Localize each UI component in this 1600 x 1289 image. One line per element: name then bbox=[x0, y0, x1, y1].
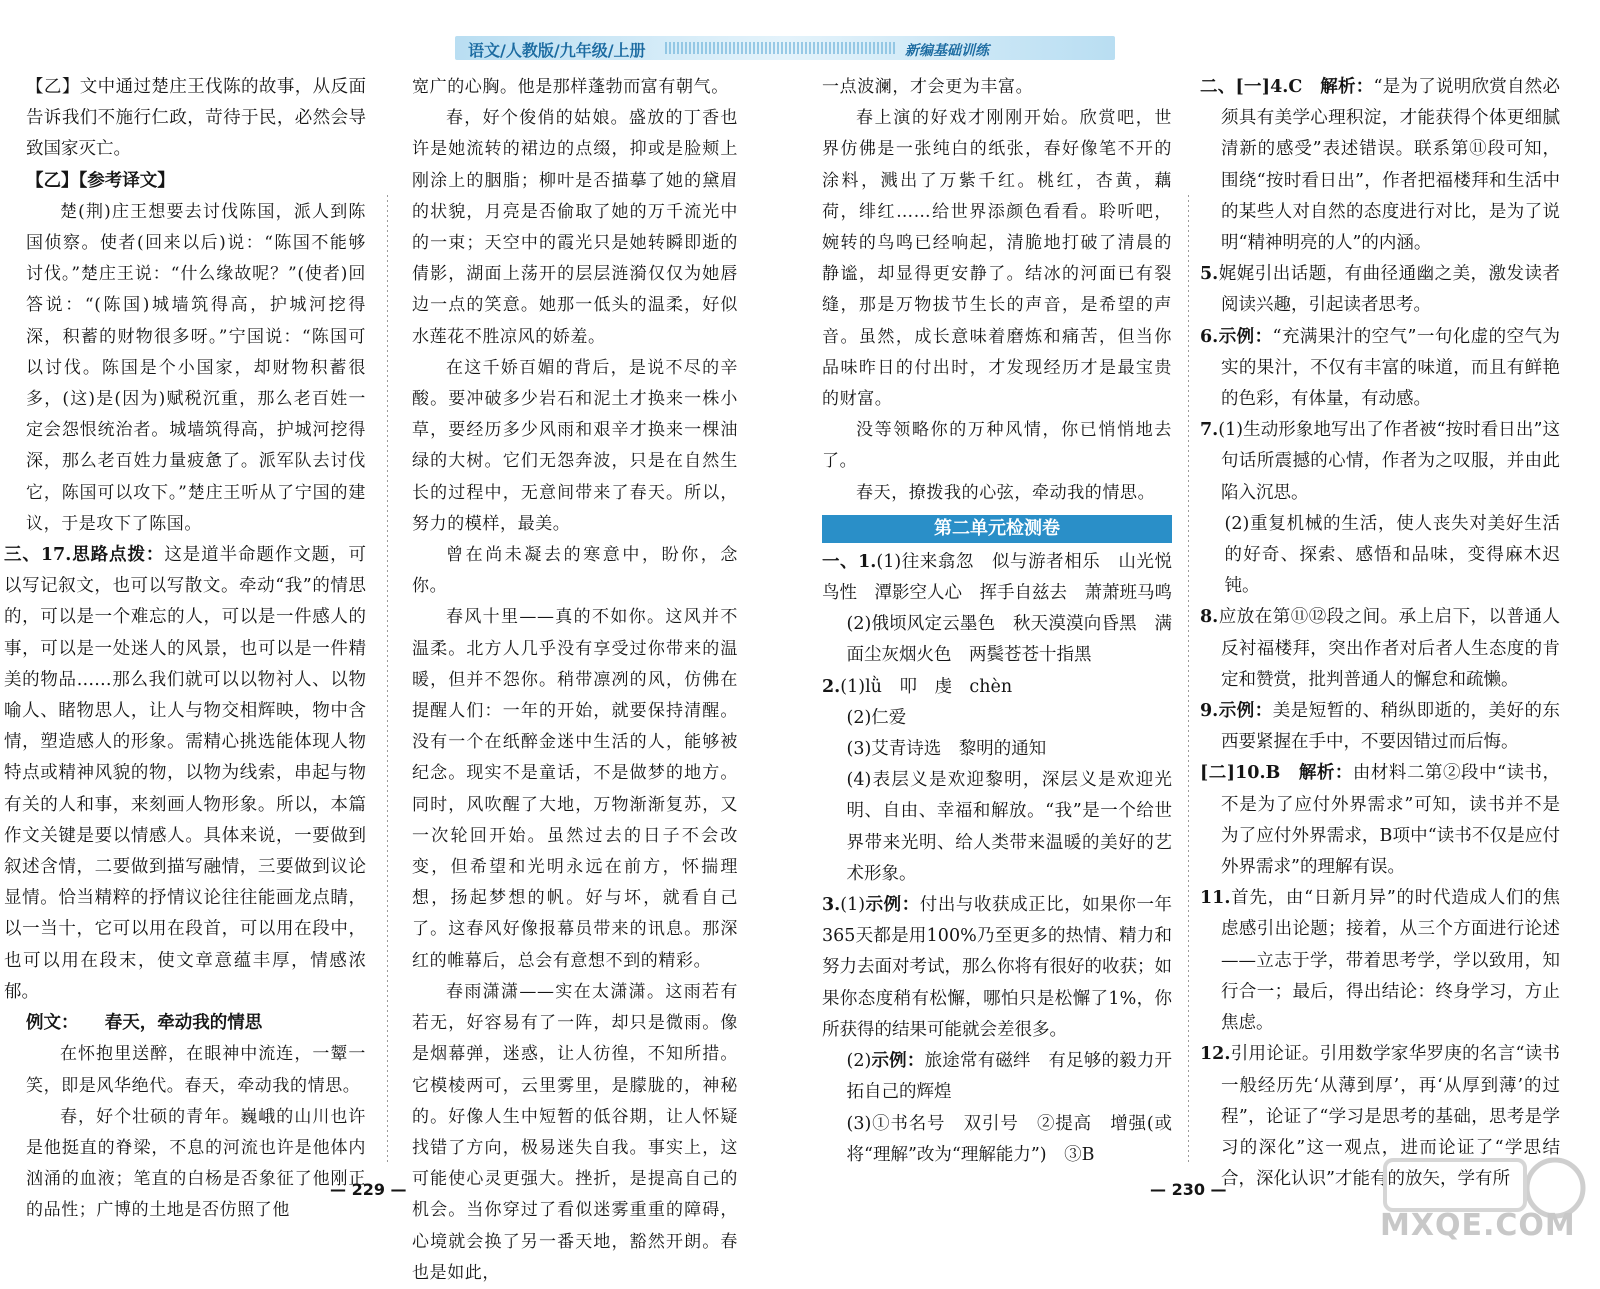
translation-label: 【乙】【参考译文】 bbox=[26, 170, 175, 191]
essay-paragraph: 一点波澜，才会更为丰富。 bbox=[822, 77, 1034, 97]
header-title: 语文/人教版/九年级/上册 bbox=[468, 41, 646, 60]
essay-paragraph: 春雨潇潇——实在太潇潇。这雨若有若无，好容易有了一阵，却只是微雨。像是烟幕弹，迷惑，让人彷徨，不知所措。它模棱两可，云里雾里，是朦胧的，神秘的。好像人生中短暂的低谷期，让人怀疑找错了方向，极易迷失自我。事实上，这可能使心灵更强大。挫折，是提高自己的机会。当你穿过了看似迷雾重重的障碍，心境就会换了另一番天地，豁然开朗。春也是如此， bbox=[412, 981, 738, 1283]
column-4 bbox=[1200, 72, 1560, 1195]
essay-heading: 例文： 春天，牵动我的情思 bbox=[26, 1013, 263, 1034]
answer-line: (2)示例：旅途常有磁绊 有足够的毅力开拓自己的辉煌 bbox=[846, 1051, 1173, 1103]
essay-paragraph: 宽广的心胸。他是那样蓬勃而富有朝气。 bbox=[412, 77, 729, 97]
essay-paragraph: 在这千娇百媚的背后，是说不尽的辛酸。要冲破多少岩石和泥土才换来一株小草，要经历多少风雨和艰辛才换来一棵油绿的大树。它们无怨奔波，只是在自然生长的过程中，无意间带来了春天。所以，努力的模样，最美。 bbox=[412, 357, 738, 534]
essay-paragraph: 春，好个壮硕的青年。巍峨的山川也许是他挺直的脊梁，不息的河流也许是他体内汹涌的血液；笔直的白杨是否象征了他刚正的品性；广博的土地是否仿照了他 bbox=[26, 1106, 366, 1221]
translation-text: 楚(荆)庄王想要去讨伐陈国，派人到陈国侦察。使者(回来以后)说：“陈国不能够讨伐。”楚庄王说：“什么缘故呢？”(使者)回答说：“(陈国)城墙筑得高，护城河挖得深，积蓄的财物很多呀。”宁国说：“陈国可以讨伐。陈国是个小国家，却财物积蓄很多，(这)是(因为)赋税沉重，那么老百姓一定会怨恨统治者。城墙筑得高，护城河挖得深，那么老百姓力量疲惫了。派军队去讨伐它，陈国可以攻下。”楚庄王听从了宁国的建议，于是攻下了陈国。 bbox=[26, 201, 366, 534]
question-5: 5.娓娓引出话题，有曲径通幽之美，激发读者阅读兴趣，引起读者思考。 bbox=[1200, 264, 1560, 316]
page-number-left: — 229 — bbox=[330, 1180, 407, 1199]
answer-line: (4)表层义是欢迎黎明，深层义是欢迎光明、自由、幸福和解放。“我”是一个给世界带来光明、给人类带来温暖的美好的艺术形象。 bbox=[846, 770, 1172, 884]
essay-paragraph: 在怀抱里送醉，在眼神中流连，一颦一笑，即是风华绝代。春天，牵动我的情思。 bbox=[26, 1044, 366, 1096]
essay-paragraph: 春上演的好戏才刚刚开始。欣赏吧，世界仿佛是一张纯白的纸张，春好像笔不开的涂料，溅出了万紫千红。桃红，杏黄，藕荷，绯红……给世界添颜色看看。聆听吧，婉转的鸟鸣已经响起，清脆地打破了清晨的静谧，却显得更安静了。结冰的河面已有裂缝，那是万物拔节生长的声音，是希望的声音。虽然，成长意味着磨炼和痛苦，但当你品味昨日的付出时，才发现经历才是最宝贵的财富。 bbox=[822, 108, 1172, 410]
question-3: 3.(1)示例：付出与收获成正比，如果你一年365天都是用100%乃至更多的热情、精力和努力去面对考试，那么你将有很好的收获；如果你态度稍有松懈，哪怕只是松懈了1%，你所获得的结果可能就会差很多。 bbox=[822, 895, 1173, 1040]
header-brand: 新编基础训练 bbox=[905, 43, 989, 59]
essay-paragraph: 春，好个俊俏的姑娘。盛放的丁香也许是她流转的裙边的点缀，抑或是脸颊上刚涂上的胭脂；柳叶是否描摹了她的黛眉的状貌，月亮是否偷取了她的万千流光中的一束；天空中的霞光只是她转瞬即逝的倩影，湖面上荡开的层层涟漪仅仅为她唇边一点的笑意。她那一低头的温柔，好似水莲花不胜凉风的娇羞。 bbox=[412, 108, 738, 347]
question-1: 一、1.(1)往来翕忽 似与游者相乐 山光悦鸟性 潭影空人心 挥手自兹去 萧萧班马鸣 bbox=[822, 551, 1172, 604]
question-2: 2.(1)lǜ 叩 虔 chèn bbox=[822, 676, 1013, 697]
question-9: 9.示例：美是短暂的、稍纵即逝的，美好的东西要紧握在手中，不要因错过而后悔。 bbox=[1200, 701, 1561, 753]
question-12: 12.引用论证。引用数学家华罗庚的名言“读书一般经历先‘从薄到厚’，再‘从厚到薄’的过程”，论证了“学习是思考的基础，思考是学习的深化”这一观点，进而论证了“学思结合，深化认识”才能有的放矢，学有所 bbox=[1200, 1044, 1560, 1190]
column-2 bbox=[412, 72, 738, 1289]
essay-paragraph: 春天，撩拨我的心弦，牵动我的情思。 bbox=[856, 482, 1156, 503]
section-title: 第二单元检测卷 bbox=[822, 515, 1172, 543]
column-3 bbox=[822, 72, 1172, 1171]
question-11: 11.首先，由“日新月异”的时代造成人们的焦虑感引出论题；接着，从三个方面进行论述——立志于学，带着思考学，学以致用，知行合一；最后，得出结论：终身学习，方止焦虑。 bbox=[1200, 888, 1560, 1034]
column-divider bbox=[387, 195, 388, 1165]
column-1 bbox=[4, 72, 367, 1227]
answer-line: (3)艾青诗选 黎明的通知 bbox=[846, 739, 1047, 760]
question-6: 6.示例：“充满果汁的空气”一句化虚的空气为实的果汁，不仅有丰富的味道，而且有鲜艳的色彩，有体量，有动感。 bbox=[1200, 326, 1560, 410]
question-17: 三、17.思路点拨：这是道半命题作文题，可以写记叙文，也可以写散文。牵动“我”的情思的，可以是一个难忘的人，可以是一件感人的事，可以是一处迷人的风景，也可以是一件精美的物品……那么我们就可以以物衬人、以物喻人、睹物思人，让人与物交相辉映，物中含情，塑造感人的形象。需精心挑选能体现人物特点或精神风貌的物，以物为线索，串起与物有关的人和事，来刻画人物形象。所以，本篇作文关键是要以情感人。具体来说，一要做到叙述含情，二要做到描写融情，三要做到议论显情。恰当精粹的抒情议论往往能画龙点睛，以一当十，它可以用在段首，可以用在段中，也可以用在段末，使文章意蕴丰厚，情感浓郁。 bbox=[4, 545, 367, 1002]
question-1-part-2: (2)俄顷风定云墨色 秋天漠漠向昏黑 满面尘灰烟火色 两鬓苍苍十指黑 bbox=[846, 614, 1172, 666]
page-header bbox=[0, 0, 1600, 62]
essay-paragraph: 春风十里——真的不如你。这风并不温柔。北方人几乎没有享受过你带来的温暖，但并不怨你。稍带凛冽的风，仿佛在提醒人们：一年的开始，就要保持清醒。没有一个在纸醉金迷中生活的人，能够被纪念。现实不是童话，不是做梦的地方。同时，风吹醒了大地，万物渐渐复苏，又一次轮回开始。虽然过去的日子不会改变，但希望和光明永远在前方，怀揣理想，扬起梦想的帆。好与坏，就看自己了。这春风好像报幕员带来的讯息。那深红的帷幕后，总会有意想不到的精彩。 bbox=[412, 607, 738, 971]
watermark-text: MXQE.COM bbox=[1380, 1208, 1576, 1243]
question-10: [二]10.B 解析：由材料二第②段中“读书，不是为了应付外界需求”可知，读书并不是为了应付外界需求，B项中“读书不仅是应付外界需求”的理解有误。 bbox=[1200, 763, 1561, 878]
answer-line: (2)仁爱 bbox=[846, 707, 907, 728]
answer-line: (3)①书名号 双引号 ②提高 增强(或将“理解”改为“理解能力”) ③B bbox=[846, 1113, 1172, 1165]
column-divider bbox=[1188, 195, 1189, 1165]
question-8: 8.应放在第⑪⑫段之间。承上启下，以普通人反衬福楼拜，突出作者对后者人生态度的肯定和赞赏，批判普通人的懈怠和疏懒。 bbox=[1200, 607, 1560, 690]
question-4: 二、[一]4.C 解析：“是为了说明欣赏自然必须具有美学心理积淀，才能获得个体更细腻清新的感受”表述错误。联系第⑪段可知，围绕“按时看日出”，作者把福楼拜和生活中的某些人对自然的态度进行对比，是为了说明“精神明亮的人”的内涵。 bbox=[1200, 77, 1561, 254]
essay-paragraph: 曾在尚未凝去的寒意中，盼你，念你。 bbox=[412, 545, 738, 597]
essay-paragraph: 没等领略你的万种风情，你已悄悄地去了。 bbox=[822, 420, 1172, 472]
question-7: 7.(1)生动形象地写出了作者被“按时看日出”这句话所震撼的心情，作者为之叹服，并由此陷入沉思。 bbox=[1200, 420, 1560, 503]
paragraph: 【乙】文中通过楚庄王伐陈的故事，从反面告诉我们不施行仁政，苛待于民，必然会导致国家灭亡。 bbox=[26, 77, 366, 160]
answer-line: (2)重复机械的生活，使人丧失对美好生活的好奇、探索、感悟和品味，变得麻木迟钝。 bbox=[1224, 513, 1560, 597]
page-number-right: — 230 — bbox=[1150, 1180, 1227, 1199]
